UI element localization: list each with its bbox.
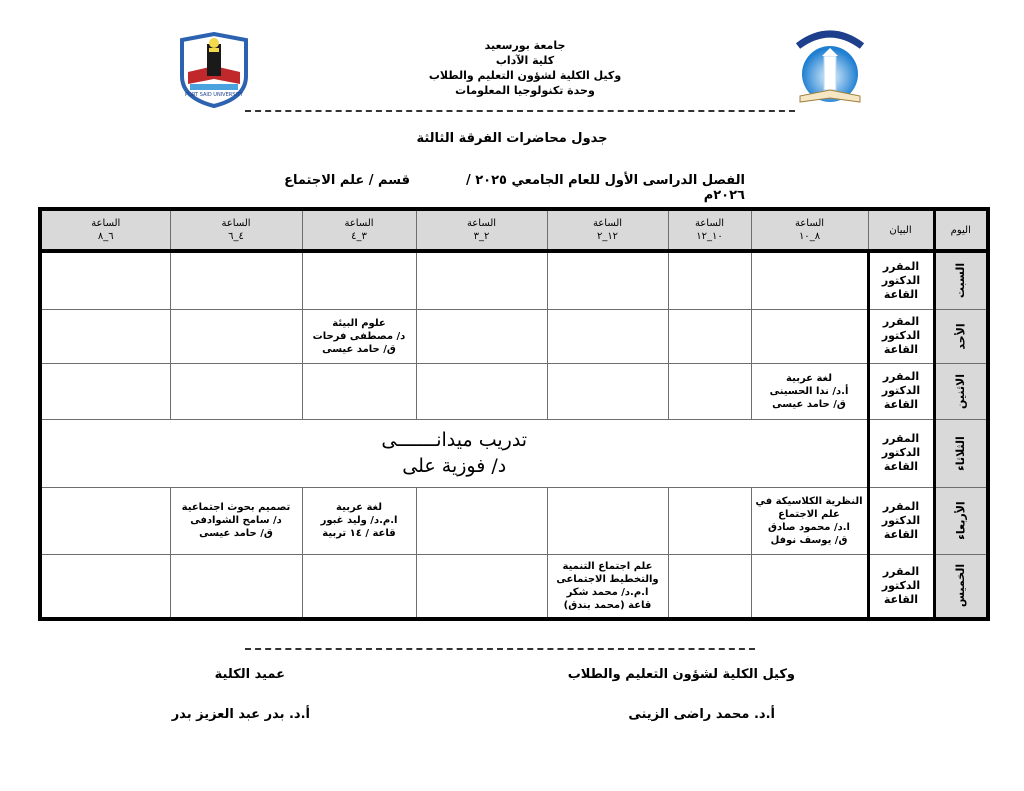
label-doctor: الدكتور bbox=[881, 578, 921, 592]
table-header-row bbox=[40, 209, 988, 251]
course-name: علوم البيئة bbox=[332, 317, 386, 329]
day-name: الثلاثاء bbox=[954, 435, 968, 471]
slot-cell bbox=[547, 487, 668, 554]
course-entry bbox=[751, 363, 868, 419]
course-name: علم اجتماع التنمية bbox=[562, 560, 653, 572]
page-title: جدول محاضرات الفرقة الثالثة bbox=[416, 131, 608, 146]
slot-cell bbox=[302, 251, 416, 309]
slot-cell bbox=[302, 554, 416, 619]
label-doctor: الدكتور bbox=[881, 329, 921, 342]
course-doctor: د/ سامح الشوادفى bbox=[190, 515, 282, 526]
slot-cell bbox=[668, 363, 751, 419]
course-room: قاعة (محمد بندق) bbox=[563, 599, 652, 611]
course-doctor: د/ مصطفى فرحات bbox=[312, 330, 406, 342]
slot-cell bbox=[668, 554, 751, 619]
label-room: القاعة bbox=[883, 527, 919, 541]
slot-cell bbox=[40, 487, 170, 554]
label-cell bbox=[868, 554, 934, 619]
hour-word: الساعة bbox=[694, 218, 725, 229]
hour-word: الساعة bbox=[91, 218, 121, 229]
course-room: ق/ حامد عيسى bbox=[772, 398, 846, 410]
slot-cell bbox=[416, 251, 547, 309]
course-entry bbox=[751, 487, 868, 554]
day-cell bbox=[934, 251, 988, 309]
course-entry bbox=[302, 487, 416, 554]
course-name: لغة عربية bbox=[336, 502, 382, 513]
port-said-university-logo bbox=[176, 32, 252, 108]
hour-word: الساعة bbox=[221, 218, 251, 229]
vice-dean-office: وكيل الكلية لشؤون التعليم والطلاب bbox=[428, 69, 622, 82]
day-cell bbox=[934, 554, 988, 619]
label-room: القاعة bbox=[883, 398, 919, 411]
slot-cell bbox=[170, 309, 302, 363]
label-course: المقرر bbox=[882, 315, 920, 328]
header-slot-3-4 bbox=[302, 209, 416, 251]
course-name-cont: علم الاجتماع bbox=[778, 508, 840, 520]
slot-cell bbox=[547, 251, 668, 309]
hour-word: الساعة bbox=[592, 218, 623, 229]
label-cell bbox=[868, 309, 934, 363]
label-course: المقرر bbox=[882, 432, 920, 445]
table-row-sunday bbox=[40, 309, 988, 363]
slot-cell bbox=[40, 251, 170, 309]
slot-cell bbox=[416, 487, 547, 554]
label-doctor: الدكتور bbox=[881, 273, 921, 287]
label-doctor: الدكتور bbox=[881, 513, 921, 527]
slot-cell bbox=[170, 554, 302, 619]
slot-range: ٣_٤ bbox=[351, 231, 367, 242]
course-entry bbox=[302, 309, 416, 363]
label-room: القاعة bbox=[883, 592, 919, 606]
course-name: النظرية الكلاسيكة في bbox=[755, 495, 863, 507]
slot-range: ١٠_١٢ bbox=[696, 231, 723, 242]
vice-dean-name: أ.د. محمد راضى الزينى bbox=[628, 707, 775, 722]
slot-cell bbox=[40, 309, 170, 363]
slot-cell bbox=[170, 251, 302, 309]
course-name: تدريب ميدانـــــــى bbox=[381, 429, 528, 451]
footer-divider bbox=[245, 648, 755, 650]
dean-name: أ.د. بدر عبد العزيز بدر bbox=[171, 707, 310, 722]
header-divider bbox=[245, 110, 795, 112]
slot-cell bbox=[668, 251, 751, 309]
slot-cell bbox=[668, 487, 751, 554]
vice-dean-title: وكيل الكلية لشؤون التعليم والطلاب bbox=[567, 667, 795, 682]
header-slot-2-3 bbox=[416, 209, 547, 251]
label-course: المقرر bbox=[882, 370, 920, 383]
day-name: الأربعاء bbox=[954, 501, 968, 540]
header-slot-4-6 bbox=[170, 209, 302, 251]
course-name-cont: والتخطيط الاجتماعى bbox=[556, 573, 659, 585]
it-unit: وحدة تكنولوجيا المعلومات bbox=[455, 84, 595, 97]
label-room: القاعة bbox=[883, 287, 919, 301]
header-slot-10-12 bbox=[668, 209, 751, 251]
course-entry bbox=[547, 554, 668, 619]
slot-cell bbox=[668, 309, 751, 363]
day-cell bbox=[934, 487, 988, 554]
slot-cell bbox=[547, 363, 668, 419]
field-training-entry bbox=[40, 419, 868, 487]
day-name: الخميس bbox=[954, 564, 968, 608]
day-name: السبت bbox=[954, 263, 968, 299]
slot-cell bbox=[40, 554, 170, 619]
department-label: قسم / علم الاجتماع bbox=[284, 173, 410, 188]
header-slot-8-10 bbox=[751, 209, 868, 251]
slot-range: ٤_٦ bbox=[228, 231, 244, 242]
label-cell bbox=[868, 363, 934, 419]
course-entry bbox=[170, 487, 302, 554]
university-name: جامعة بورسعيد bbox=[484, 39, 566, 52]
slot-cell bbox=[170, 363, 302, 419]
day-name: الاثنين bbox=[954, 373, 968, 409]
course-room: ق/ حامد عيسى bbox=[322, 343, 396, 355]
table-row-saturday bbox=[40, 251, 988, 309]
course-room: ق/ حامد عيسى bbox=[199, 528, 273, 539]
header-lines bbox=[380, 38, 670, 98]
table-row-tuesday bbox=[40, 419, 988, 487]
dean-title: عميد الكلية bbox=[214, 667, 285, 682]
slot-cell bbox=[751, 251, 868, 309]
faculty-of-arts-logo bbox=[790, 24, 870, 106]
course-room: ق/ يوسف نوفل bbox=[770, 534, 848, 546]
slot-range: ١٢_٢ bbox=[596, 231, 619, 242]
slot-cell bbox=[547, 309, 668, 363]
label-cell bbox=[868, 251, 934, 309]
course-doctor: ا.م.د/ وليد غبور bbox=[320, 515, 398, 526]
course-doctor: د/ فوزية على bbox=[402, 455, 507, 477]
label-doctor: الدكتور bbox=[881, 384, 921, 397]
header-label: البيان bbox=[868, 209, 934, 251]
course-doctor: أ.د/ ندا الحسينى bbox=[769, 385, 849, 397]
label-cell bbox=[868, 419, 934, 487]
slot-cell bbox=[751, 309, 868, 363]
faculty-name: كلية الآداب bbox=[495, 54, 555, 67]
slot-cell bbox=[416, 554, 547, 619]
svg-text:PORT SAID UNIVERSITY: PORT SAID UNIVERSITY bbox=[185, 92, 243, 98]
slot-cell bbox=[40, 363, 170, 419]
label-room: القاعة bbox=[883, 460, 919, 473]
label-doctor: الدكتور bbox=[881, 446, 921, 459]
table-row-wednesday bbox=[40, 487, 988, 554]
slot-cell bbox=[751, 554, 868, 619]
header-slot-6-8 bbox=[40, 209, 170, 251]
label-cell bbox=[868, 487, 934, 554]
schedule-table bbox=[38, 207, 990, 621]
course-doctor: ا.د/ محمود صادق bbox=[768, 521, 850, 533]
day-cell bbox=[934, 363, 988, 419]
hour-word: الساعة bbox=[466, 218, 497, 229]
slot-cell bbox=[416, 363, 547, 419]
semester-label: الفصل الدراسى الأول للعام الجامعي ٢٠٢٥ /٢٠٢٦م bbox=[465, 173, 745, 203]
slot-range: ٦_٨ bbox=[97, 231, 114, 242]
slot-cell bbox=[302, 363, 416, 419]
hour-word: الساعة bbox=[344, 218, 374, 229]
course-room: قاعة / ١٤ تربية bbox=[322, 528, 396, 539]
course-doctor: ا.م.د/ محمد شكر bbox=[566, 586, 649, 598]
slot-range: ٨_١٠ bbox=[798, 231, 821, 242]
day-cell bbox=[934, 419, 988, 487]
slot-range: ٢_٣ bbox=[473, 231, 490, 242]
day-cell bbox=[934, 309, 988, 363]
label-room: القاعة bbox=[883, 343, 919, 356]
label-course: المقرر bbox=[882, 564, 920, 578]
course-name: لغة عربية bbox=[786, 372, 832, 384]
day-name: الأحد bbox=[954, 322, 968, 350]
slot-cell bbox=[416, 309, 547, 363]
header-slot-12-2 bbox=[547, 209, 668, 251]
table-row-thursday bbox=[40, 554, 988, 619]
header-day: اليوم bbox=[934, 209, 988, 251]
course-name: تصميم بحوث اجتماعية bbox=[181, 502, 291, 513]
label-course: المقرر bbox=[882, 259, 920, 273]
table-row-monday bbox=[40, 363, 988, 419]
hour-word: الساعة bbox=[794, 218, 825, 229]
label-course: المقرر bbox=[882, 499, 920, 513]
